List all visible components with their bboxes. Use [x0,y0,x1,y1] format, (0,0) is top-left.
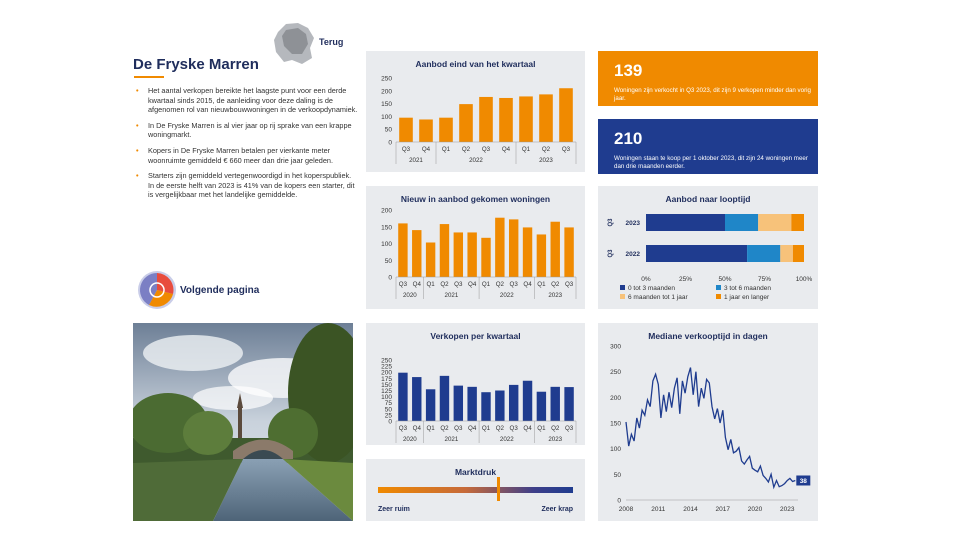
bar [419,119,433,142]
chart-title: Mediane verkooptijd in dagen [648,331,768,341]
x-tick-label: Q3 [561,146,571,153]
y-tick-label: 250 [381,75,392,83]
year-label: 2023 [539,157,553,164]
y-tick-label: 125 [381,388,392,395]
nieuw-aanbod-bar-chart [366,186,585,309]
legend-label: 1 jaar en langer [724,294,770,301]
bar [509,385,518,421]
bar [399,118,413,142]
marktdruk-right-label: Zeer krap [541,506,573,513]
bullet-item: • Kopers in De Fryske Marren betalen per vierkante meter woonruimte gemiddeld € 660 meer dan drie jaar geleden. [136,146,358,165]
legend-swatch [716,285,721,290]
y-tick-label: 100 [381,113,392,121]
next-page-icon[interactable] [137,270,177,310]
chart-title: Verkopen per kwartaal [430,331,521,341]
y-tick-label: 175 [381,375,392,383]
x-tick-label: Q1 [441,146,451,153]
x-tick-label: Q3 [564,425,574,432]
y-tick-label: 100 [381,394,392,402]
kpi-te-koop [598,119,818,174]
bar [499,98,513,142]
bar [426,242,435,277]
y-tick-label: 75 [384,400,392,408]
x-tick-label: Q4 [523,425,532,432]
x-tick-label: Q1 [521,146,531,153]
chart-panel-verkooptijd [598,323,818,521]
x-tick-label: Q1 [537,281,546,288]
kpi-verkocht [598,51,818,106]
x-tick-label: Q3 [398,281,408,288]
marktdruk-marker [497,477,500,501]
stacked-bar-segment [791,214,804,231]
y-tick-label: 200 [381,369,392,377]
y-tick-label: 200 [381,88,392,96]
bullet-item: • Starters zijn gemiddeld vertegenwoordigd in het koperspubliek. In de eerste helft van 2023 is 41% van de kopers een starter, dit is vergelijkbaar met het landelijke gemiddelde. [136,171,358,200]
bar [412,230,421,277]
bar [537,234,546,277]
y-tick-label: 200 [610,394,621,402]
x-tick-label: Q4 [412,281,421,288]
bar [440,376,449,421]
verkopen-bar-chart [366,323,585,445]
chart-title: Aanbod naar looptijd [665,194,751,204]
stacked-bar-segment [646,245,747,262]
x-tick-label: 50% [718,276,732,283]
bar [398,373,407,421]
next-page-link[interactable]: Volgende pagina [180,285,260,296]
y-tick-label: 250 [610,369,621,377]
pie-logo-icon [137,270,177,310]
y-tick-label: 250 [381,357,392,365]
y-tick-label: 50 [384,406,392,414]
x-tick-label: 2011 [651,506,666,513]
x-tick-label: Q2 [551,281,560,288]
year-label: 2021 [444,292,459,299]
bar [564,227,573,277]
y-tick-label: 0 [388,274,392,282]
x-tick-label: 25% [678,276,693,283]
bar [398,223,407,277]
category-label: 2023 [625,220,640,227]
y-tick-label: 50 [384,126,392,134]
kpi-value: 210 [614,129,643,148]
y-tick-label: 50 [384,257,392,265]
y-tick-label: 50 [613,471,621,479]
y-tick-label: 0 [617,497,621,505]
y-tick-label: 25 [384,412,392,420]
bar [523,227,532,277]
x-tick-label: Q1 [426,425,435,432]
bar [454,232,463,277]
bar [523,381,532,421]
group-label: Q3 [608,249,614,258]
bar [459,104,473,142]
legend-swatch [620,294,625,299]
y-tick-label: 150 [381,224,392,232]
chart-panel-aanbod [366,51,585,172]
title-underline [134,76,164,78]
bar [426,389,435,421]
aanbod-bar-chart [366,51,585,172]
y-tick-label: 0 [388,139,392,147]
x-tick-label: Q3 [509,425,518,432]
back-link[interactable]: Terug [319,37,344,47]
bar [467,387,476,421]
bar [551,222,560,277]
bar [412,377,421,421]
year-label: 2020 [402,292,417,299]
x-tick-label: Q4 [421,146,431,153]
stacked-bar-segment [725,214,758,231]
x-tick-label: Q1 [537,425,546,432]
y-tick-label: 100 [610,446,621,454]
bar [467,232,476,277]
bar [495,391,504,422]
legend-label: 3 tot 6 maanden [724,285,771,292]
stacked-bar-segment [793,245,804,262]
town-canal-photo [133,323,353,521]
kpi-value: 139 [614,61,643,80]
x-tick-label: Q4 [468,425,477,432]
bar [551,387,560,421]
last-value-label: 38 [799,477,807,485]
series-line [626,368,795,488]
legend-label: 0 tot 3 maanden [628,285,675,292]
year-label: 2021 [409,157,423,164]
marktdruk-title: Marktdruk [454,467,497,477]
x-tick-label: Q2 [440,281,449,288]
bar [454,386,463,421]
x-tick-label: 2023 [780,506,795,513]
x-tick-label: Q4 [501,146,511,153]
legend-label: 6 maanden tot 1 jaar [628,294,688,301]
x-tick-label: Q1 [481,281,491,288]
year-label: 2022 [469,157,483,164]
x-tick-label: Q1 [426,281,435,288]
x-tick-label: 75% [757,276,772,283]
x-tick-label: Q3 [481,146,491,153]
marktdruk-gradient-bar [378,487,573,493]
x-tick-label: Q1 [481,425,491,432]
stacked-bar-segment [747,245,780,262]
x-tick-label: Q2 [461,146,471,153]
bar [564,387,573,421]
x-tick-label: Q3 [509,281,518,288]
x-tick-label: Q4 [412,425,421,432]
page-title: De Fryske Marren [133,56,259,73]
region-map-icon[interactable] [272,20,318,66]
chart-title: Nieuw in aanbod gekomen woningen [400,194,551,204]
marktdruk-panel [366,459,585,521]
x-tick-label: Q4 [523,281,532,288]
legend-swatch [716,294,721,299]
summary-bullet-list [136,86,358,206]
year-label: 2021 [444,436,459,443]
year-label: 2023 [548,436,563,443]
bullet-item: • Het aantal verkopen bereikte het laagste punt voor een derde kwartaal sinds 2015, de aanleiding voor deze daling is de afgenomen rol van nieuwbouwwoningen in de verkoopdynamiek. [136,86,358,115]
legend-swatch [620,285,625,290]
bar [481,392,490,421]
bar [559,88,573,142]
x-tick-label: 2017 [715,506,730,513]
y-tick-label: 0 [388,418,392,426]
map-shape [272,20,318,66]
bar [481,238,490,277]
year-label: 2020 [402,436,417,443]
x-tick-label: Q3 [401,146,411,153]
x-tick-label: 2014 [683,506,698,513]
year-label: 2022 [499,436,514,443]
x-tick-label: Q2 [541,146,551,153]
bar [495,218,504,277]
bar [509,219,518,277]
y-tick-label: 300 [610,343,621,351]
x-tick-label: Q3 [454,281,463,288]
stacked-bar-segment [646,214,725,231]
kpi-text: Woningen zijn verkocht in Q3 2023, dit zijn 9 verkopen minder dan vorig jaar. [614,87,811,102]
x-tick-label: Q2 [495,281,504,288]
x-tick-label: Q4 [468,281,477,288]
year-label: 2022 [499,292,514,299]
y-tick-label: 225 [381,363,392,371]
marktdruk-left-label: Zeer ruim [378,506,410,513]
x-tick-label: Q2 [495,425,504,432]
bar [479,97,493,142]
stacked-bar-segment [780,245,793,262]
y-tick-label: 150 [381,101,392,109]
x-tick-label: Q2 [440,425,449,432]
y-tick-label: 200 [381,207,392,215]
x-tick-label: 100% [795,276,813,283]
stacked-bar-segment [758,214,791,231]
x-tick-label: 2020 [747,506,763,513]
x-tick-label: 2008 [618,506,634,513]
x-tick-label: Q3 [398,425,408,432]
bar [519,96,533,142]
y-tick-label: 150 [610,420,621,428]
category-label: 2022 [625,251,640,258]
bar [539,94,553,142]
kpi-text: Woningen staan te koop per 1 oktober 2023, dit zijn 24 woningen meer dan drie maanden eerder. [614,155,808,170]
bar [439,118,453,142]
chart-panel-nieuw-aanbod [366,186,585,309]
bar [440,224,449,277]
x-tick-label: Q2 [551,425,560,432]
looptijd-stacked-bar-chart [598,186,818,309]
chart-panel-verkopen [366,323,585,445]
verkooptijd-line-chart [598,323,818,521]
y-tick-label: 100 [381,241,392,248]
chart-title: Aanbod eind van het kwartaal [415,59,536,69]
bullet-item: • In De Fryske Marren is al vier jaar op rij sprake van een krappe woningmarkt. [136,121,358,140]
year-label: 2023 [548,292,563,299]
x-tick-label: Q3 [454,425,463,432]
x-tick-label: 0% [641,276,651,283]
bar [537,392,546,421]
group-label: Q3 [608,218,614,227]
chart-panel-looptijd [598,186,818,309]
y-tick-label: 150 [381,381,392,389]
x-tick-label: Q3 [564,281,574,288]
